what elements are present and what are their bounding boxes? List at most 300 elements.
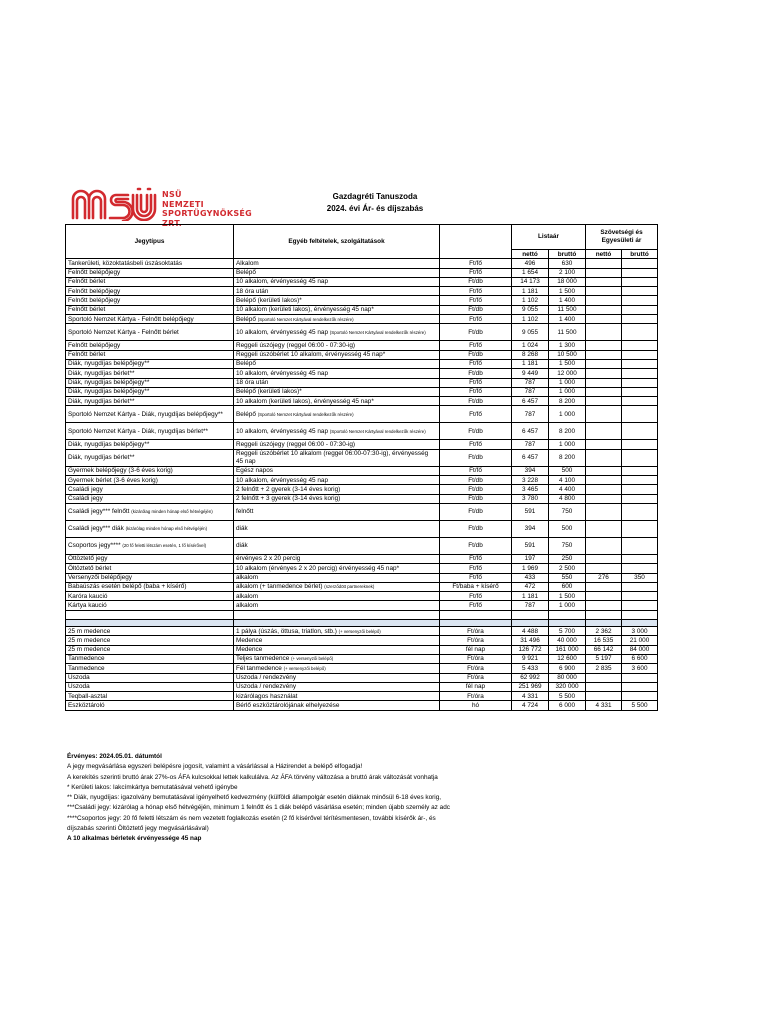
union-net-price-cell: 2 835 — [586, 664, 622, 673]
table-row — [66, 485, 658, 494]
union-net-price-cell — [586, 692, 622, 701]
ticket-type: 25 m medence — [68, 646, 111, 654]
org-name — [162, 190, 275, 228]
gross-price-cell: 500 — [549, 466, 586, 475]
union-gross-price-cell — [622, 296, 658, 305]
conditions: 2 felnőtt + 3 gyerek (3-14 éves korig) — [236, 495, 341, 503]
unit-cell: Ft/fő — [440, 466, 512, 475]
net-price-cell: 14 173 — [512, 277, 549, 286]
unit-cell: Ft/db — [440, 277, 512, 286]
ticket-type: Gyermek bérlet (3-6 éves korig) — [68, 476, 158, 484]
org-line: NSÜ — [162, 190, 182, 199]
union-gross-price-cell — [622, 682, 658, 691]
ticket-type-cell — [66, 359, 234, 368]
header-gross: bruttó — [549, 250, 586, 259]
gross-price-cell: 1 500 — [549, 592, 586, 601]
ticket-type-cell — [66, 315, 234, 324]
unit-cell: Ft/fő — [440, 359, 512, 368]
union-net-price-cell — [586, 387, 622, 396]
union-net-price-cell — [586, 296, 622, 305]
union-net-price-cell — [586, 397, 622, 406]
union-net-price-cell — [586, 485, 622, 494]
union-net-price-cell — [586, 315, 622, 324]
net-price-cell: 591 — [512, 537, 549, 554]
ticket-type-note: (kizárólag minden hónap első hétvégéjén) — [125, 526, 208, 532]
ticket-type-cell — [66, 350, 234, 359]
conditions-cell — [234, 494, 440, 503]
union-net-price-cell — [586, 305, 622, 314]
gross-price-cell: 4 100 — [549, 476, 586, 485]
header-net: nettó — [512, 250, 549, 259]
conditions-cell — [234, 701, 440, 710]
separator-cell — [622, 620, 658, 627]
unit-cell: Ft/db — [440, 503, 512, 520]
ticket-type: Uszoda — [68, 683, 90, 691]
gross-price-cell: 12 000 — [549, 369, 586, 378]
gross-price-cell: 750 — [549, 537, 586, 554]
union-net-price-cell — [586, 324, 622, 341]
section-separator — [66, 620, 658, 627]
table-row — [66, 601, 658, 610]
unit-cell: Ft/fő — [440, 592, 512, 601]
union-net-price-cell — [586, 341, 622, 350]
ticket-type: Felnőtt belépőjegy — [68, 287, 121, 295]
table-row — [66, 397, 658, 406]
conditions: Teljes tanmedence — [236, 655, 290, 663]
unit-cell: Ft/óra — [440, 673, 512, 682]
union-net-price-cell — [586, 494, 622, 503]
union-net-price-cell: 276 — [586, 573, 622, 582]
conditions-cell — [234, 682, 440, 691]
gross-price-cell: 600 — [549, 582, 586, 591]
conditions: Reggeli úszóbérlet 10 alkalom (reggel 06:00-07:30-ig), érvényesség 45 nap — [236, 450, 429, 465]
ticket-type: Felnőtt bérlet — [68, 351, 106, 359]
union-gross-price-cell — [622, 259, 658, 268]
union-gross-price-cell — [622, 692, 658, 701]
union-gross-price-cell — [622, 592, 658, 601]
ticket-type: Karóra kaució — [68, 592, 108, 600]
conditions-cell — [234, 387, 440, 396]
union-net-price-cell — [586, 406, 622, 423]
conditions: Belépő — [236, 269, 256, 277]
unit-cell: Ft/fő — [440, 406, 512, 423]
gross-price-cell: 40 000 — [549, 636, 586, 645]
unit-cell: Ft/fő — [440, 564, 512, 573]
gross-price-cell: 6 000 — [549, 701, 586, 710]
union-gross-price-cell: 84 000 — [622, 645, 658, 654]
blank-cell — [512, 610, 549, 619]
union-net-price-cell — [586, 466, 622, 475]
ticket-type-cell — [66, 287, 234, 296]
gross-price-cell: 8 200 — [549, 449, 586, 466]
conditions-cell — [234, 476, 440, 485]
note-line: A 10 alkalmas bérletek érvényessége 45 nap — [67, 835, 202, 843]
union-net-price-cell — [586, 592, 622, 601]
ticket-type-cell — [66, 305, 234, 314]
gross-price-cell: 1 000 — [549, 601, 586, 610]
ticket-type: Családi jegy*** felnőtt — [68, 508, 130, 516]
ticket-type: Diák, nyugdíjas bérlet** — [68, 369, 135, 377]
unit-cell: Ft/fő — [440, 378, 512, 387]
gross-price-cell: 2 500 — [549, 564, 586, 573]
conditions: Belépő (kerületi lakos)* — [236, 388, 302, 396]
table-row — [66, 378, 658, 387]
ticket-type-cell — [66, 645, 234, 654]
conditions-cell — [234, 592, 440, 601]
unit-cell: Ft/db — [440, 449, 512, 466]
unit-cell: Ft/óra — [440, 654, 512, 663]
union-net-price-cell — [586, 440, 622, 449]
table-row — [66, 537, 658, 554]
gross-price-cell: 11 500 — [549, 305, 586, 314]
net-price-cell: 1 654 — [512, 268, 549, 277]
net-price-cell: 6 457 — [512, 449, 549, 466]
blank-cell — [549, 610, 586, 619]
union-net-price-cell — [586, 369, 622, 378]
unit-cell: Ft/fő — [440, 573, 512, 582]
union-gross-price-cell — [622, 268, 658, 277]
net-price-cell: 787 — [512, 387, 549, 396]
conditions-cell — [234, 305, 440, 314]
net-price-cell: 3 228 — [512, 476, 549, 485]
union-net-price-cell: 16 535 — [586, 636, 622, 645]
union-gross-price-cell — [622, 369, 658, 378]
union-net-price-cell — [586, 582, 622, 591]
conditions: alkalom (+ tanmedence bérlet) — [236, 583, 323, 591]
gross-price-cell: 5 700 — [549, 627, 586, 636]
unit-cell: Ft/db — [440, 350, 512, 359]
ticket-type-cell — [66, 296, 234, 305]
unit-cell: Ft/óra — [440, 664, 512, 673]
gross-price-cell: 5 500 — [549, 692, 586, 701]
gross-price-cell: 1 000 — [549, 387, 586, 396]
ticket-type: Babaúszás esetén belépő (baba + kísérő) — [68, 583, 187, 591]
ticket-type-cell — [66, 601, 234, 610]
union-gross-price-cell — [622, 350, 658, 359]
ticket-type: Felnőtt bérlet — [68, 278, 106, 286]
unit-cell: Ft/fő — [440, 315, 512, 324]
ticket-type-cell — [66, 369, 234, 378]
conditions-cell — [234, 564, 440, 573]
union-gross-price-cell — [622, 476, 658, 485]
net-price-cell: 6 457 — [512, 423, 549, 440]
conditions-note: (szerződött partnereknek) — [324, 584, 375, 590]
union-net-price-cell: 5 197 — [586, 654, 622, 663]
conditions: Alkalom — [236, 259, 259, 267]
conditions: Belépő — [236, 360, 256, 368]
union-gross-price-cell — [622, 582, 658, 591]
table-row — [66, 315, 658, 324]
conditions-cell — [234, 315, 440, 324]
ticket-type: Ottöztető jegy — [68, 555, 108, 563]
union-net-price-cell — [586, 423, 622, 440]
conditions-note: (+ versenyzői belépő) — [283, 665, 326, 671]
note-line: Érvényes: 2024.05.01. dátumtól — [67, 753, 162, 760]
gross-price-cell: 250 — [549, 554, 586, 563]
conditions: 10 alkalom (kerületi lakos), érvényesség 45 nap* — [236, 397, 374, 405]
conditions: kizárólagos használat — [236, 692, 298, 700]
ticket-type: Diák, nyugdíjas belépőjegy** — [68, 440, 150, 448]
table-row — [66, 664, 658, 673]
unit-cell: fél nap — [440, 682, 512, 691]
ticket-type-cell — [66, 387, 234, 396]
ticket-type: Tanmedence — [68, 664, 105, 672]
conditions: 10 alkalom, érvényesség 45 nap — [236, 476, 329, 484]
conditions: 10 alkalom (kerületi lakos), érvényesség 45 nap* — [236, 306, 374, 314]
conditions-note: (Sportoló Nemzet Kártyával rendelkezők részére) — [257, 411, 354, 417]
net-price-cell: 3 465 — [512, 485, 549, 494]
net-price-cell: 496 — [512, 259, 549, 268]
union-net-price-cell: 4 331 — [586, 701, 622, 710]
table-row — [66, 449, 658, 466]
table-row — [66, 682, 658, 691]
ticket-type-cell — [66, 503, 234, 520]
net-price-cell: 3 780 — [512, 494, 549, 503]
gross-price-cell: 1 400 — [549, 315, 586, 324]
unit-cell: Ft/db — [440, 537, 512, 554]
conditions: alkalom — [236, 601, 259, 609]
conditions-cell — [234, 537, 440, 554]
ticket-type: Diák, nyugdíjas belépőjegy** — [68, 388, 150, 396]
ticket-type-cell — [66, 476, 234, 485]
conditions: diák — [236, 542, 248, 550]
conditions-cell — [234, 645, 440, 654]
ticket-type: Tankerületi, közoktatásbeli úszásoktatás — [68, 259, 183, 267]
table-row — [66, 494, 658, 503]
gross-price-cell: 1 500 — [549, 287, 586, 296]
unit-cell: Ft/fő — [440, 296, 512, 305]
net-price-cell: 9 921 — [512, 654, 549, 663]
table-row — [66, 277, 658, 286]
header-ticket-type: Jegytípus — [66, 225, 234, 259]
union-net-price-cell — [586, 476, 622, 485]
table-row — [66, 701, 658, 710]
note-line: * Kerületi lakos: lakcímkártya bemutatásával vehető igénybe — [67, 783, 238, 791]
conditions-cell — [234, 423, 440, 440]
net-price-cell: 9 449 — [512, 369, 549, 378]
msu-logo-mark — [70, 187, 160, 221]
unit-cell: Ft/db — [440, 485, 512, 494]
msu-logo — [70, 187, 275, 228]
conditions-cell — [234, 627, 440, 636]
gross-price-cell: 1 000 — [549, 378, 586, 387]
union-net-price-cell — [586, 449, 622, 466]
ticket-type: Teqball-asztal — [68, 692, 108, 700]
table-row — [66, 673, 658, 682]
table-row — [66, 287, 658, 296]
header-union-net: nettó — [586, 250, 622, 259]
net-price-cell: 197 — [512, 554, 549, 563]
ticket-type-cell — [66, 449, 234, 466]
ticket-type: Eszköztároló — [68, 701, 105, 709]
gross-price-cell: 320 000 — [549, 682, 586, 691]
conditions: Medence — [236, 646, 263, 654]
ticket-type: Gyermek belépőjegy (3-6 éves korig) — [68, 467, 173, 475]
table-row — [66, 573, 658, 582]
table-row — [66, 423, 658, 440]
conditions-cell — [234, 378, 440, 387]
table-row — [66, 350, 658, 359]
table-row — [66, 592, 658, 601]
gross-price-cell: 1 500 — [549, 359, 586, 368]
ticket-type-cell — [66, 423, 234, 440]
conditions-cell — [234, 601, 440, 610]
union-gross-price-cell — [622, 440, 658, 449]
header-union-price: Szövetségi és Egyesületi ár — [586, 225, 658, 250]
table-row — [66, 268, 658, 277]
union-net-price-cell — [586, 259, 622, 268]
net-price-cell: 31 496 — [512, 636, 549, 645]
gross-price-cell: 6 900 — [549, 664, 586, 673]
table-row — [66, 359, 658, 368]
union-net-price-cell — [586, 350, 622, 359]
ticket-type: Csoportos jegy**** — [68, 542, 121, 550]
net-price-cell: 251 969 — [512, 682, 549, 691]
conditions-cell — [234, 406, 440, 423]
conditions-cell — [234, 296, 440, 305]
net-price-cell: 6 457 — [512, 397, 549, 406]
union-net-price-cell — [586, 520, 622, 537]
net-price-cell: 4 488 — [512, 627, 549, 636]
union-gross-price-cell: 350 — [622, 573, 658, 582]
unit-cell: Ft/db — [440, 324, 512, 341]
conditions: Belépő — [236, 315, 256, 323]
ticket-type: Diák, nyugdíjas belépőjegy** — [68, 360, 150, 368]
separator-cell — [234, 620, 440, 627]
net-price-cell: 4 724 — [512, 701, 549, 710]
blank-cell — [622, 610, 658, 619]
net-price-cell: 5 433 — [512, 664, 549, 673]
separator-cell — [586, 620, 622, 627]
union-gross-price-cell — [622, 341, 658, 350]
gross-price-cell: 80 000 — [549, 673, 586, 682]
header-union-gross: bruttó — [622, 250, 658, 259]
union-net-price-cell: 66 142 — [586, 645, 622, 654]
unit-cell: Ft/db — [440, 520, 512, 537]
conditions-cell — [234, 440, 440, 449]
ticket-type-cell — [66, 592, 234, 601]
conditions: 10 alkalom, érvényesség 45 nap — [236, 328, 329, 336]
unit-cell: Ft/óra — [440, 636, 512, 645]
union-net-price-cell — [586, 554, 622, 563]
conditions: 10 alkalom, érvényesség 45 nap — [236, 427, 329, 435]
conditions: Uszoda / rendezvény — [236, 674, 297, 681]
union-gross-price-cell — [622, 378, 658, 387]
ticket-type-note: (kizárólag minden hónap első hétvégéjén) — [131, 509, 213, 515]
ticket-type-cell — [66, 324, 234, 341]
union-gross-price-cell — [622, 520, 658, 537]
ticket-type: Diák, nyugdíjas belépőjegy** — [68, 379, 150, 387]
net-price-cell: 1 024 — [512, 341, 549, 350]
net-price-cell: 4 331 — [512, 692, 549, 701]
conditions: 18 óra után — [236, 287, 269, 295]
net-price-cell: 787 — [512, 378, 549, 387]
net-price-cell: 787 — [512, 601, 549, 610]
note-line: ****Csoportos jegy: 20 fő feletti létszám és nem vezetett foglalkozás esetén (2 fő kísérővel térítésmentesen, további kísérők ár-, és — [67, 814, 436, 822]
gross-price-cell: 1 400 — [549, 296, 586, 305]
union-gross-price-cell — [622, 494, 658, 503]
conditions-cell — [234, 397, 440, 406]
union-net-price-cell — [586, 359, 622, 368]
union-gross-price-cell — [622, 503, 658, 520]
conditions-note: (+ versenyzői belépő) — [291, 656, 334, 662]
note-line: ***Családi jegy: kizárólag a hónap első hétvégéjén, minimum 1 felnőtt és 1 diák belépő vásárlása esetén; minden újabb személy az adc — [67, 804, 450, 812]
net-price-cell: 472 — [512, 582, 549, 591]
header-unit — [440, 225, 512, 259]
ticket-type: Felnőtt bérlet — [68, 306, 106, 314]
table-row — [66, 259, 658, 268]
ticket-type-cell — [66, 664, 234, 673]
conditions-cell — [234, 369, 440, 378]
blank-row — [66, 610, 658, 619]
conditions-cell — [234, 554, 440, 563]
ticket-type-cell — [66, 537, 234, 554]
unit-cell: Ft/db — [440, 397, 512, 406]
table-row — [66, 645, 658, 654]
union-net-price-cell — [586, 287, 622, 296]
conditions-cell — [234, 449, 440, 466]
union-gross-price-cell — [622, 466, 658, 475]
conditions-cell — [234, 582, 440, 591]
ticket-type: Családi jegy*** diák — [68, 525, 124, 533]
union-gross-price-cell — [622, 601, 658, 610]
union-net-price-cell — [586, 503, 622, 520]
unit-cell: Ft/db — [440, 494, 512, 503]
conditions: 10 alkalom, érvényesség 45 nap — [236, 278, 329, 286]
gross-price-cell: 8 200 — [549, 423, 586, 440]
gross-price-cell: 550 — [549, 573, 586, 582]
unit-cell: Ft/fő — [440, 341, 512, 350]
notes — [67, 752, 515, 845]
conditions-cell — [234, 503, 440, 520]
conditions-note: (Sportoló Nemzet Kártyával rendelkezők részére) — [257, 316, 354, 322]
conditions-cell — [234, 277, 440, 286]
net-price-cell: 591 — [512, 503, 549, 520]
table-row — [66, 341, 658, 350]
conditions-cell — [234, 466, 440, 475]
conditions-cell — [234, 287, 440, 296]
unit-cell: hó — [440, 701, 512, 710]
net-price-cell: 433 — [512, 573, 549, 582]
ticket-type: Felnőtt belépőjegy — [68, 296, 121, 304]
unit-cell: Ft/óra — [440, 692, 512, 701]
ticket-type-cell — [66, 378, 234, 387]
table-row — [66, 406, 658, 423]
conditions: Bérlő eszköztárolójának elhelyezése — [236, 701, 340, 709]
conditions-cell — [234, 664, 440, 673]
ticket-type: Versenyzői belépőjegy — [68, 574, 132, 582]
ticket-type-cell — [66, 466, 234, 475]
conditions: alkalom — [236, 574, 259, 582]
union-gross-price-cell — [622, 449, 658, 466]
conditions: diák — [236, 525, 248, 533]
blank-cell — [66, 610, 234, 619]
separator-cell — [66, 620, 234, 627]
union-gross-price-cell — [622, 564, 658, 573]
unit-cell: Ft/fő — [440, 268, 512, 277]
conditions-cell — [234, 520, 440, 537]
gross-price-cell: 1 000 — [549, 440, 586, 449]
ticket-type-cell — [66, 564, 234, 573]
ticket-type-cell — [66, 682, 234, 691]
conditions: érvényes 2 x 20 percig — [236, 555, 301, 563]
ticket-type-cell — [66, 268, 234, 277]
unit-cell: Ft/fő — [440, 601, 512, 610]
table-row — [66, 503, 658, 520]
table-row — [66, 564, 658, 573]
unit-cell: Ft/baba + kísérő — [440, 582, 512, 591]
price-table-body — [66, 259, 658, 710]
